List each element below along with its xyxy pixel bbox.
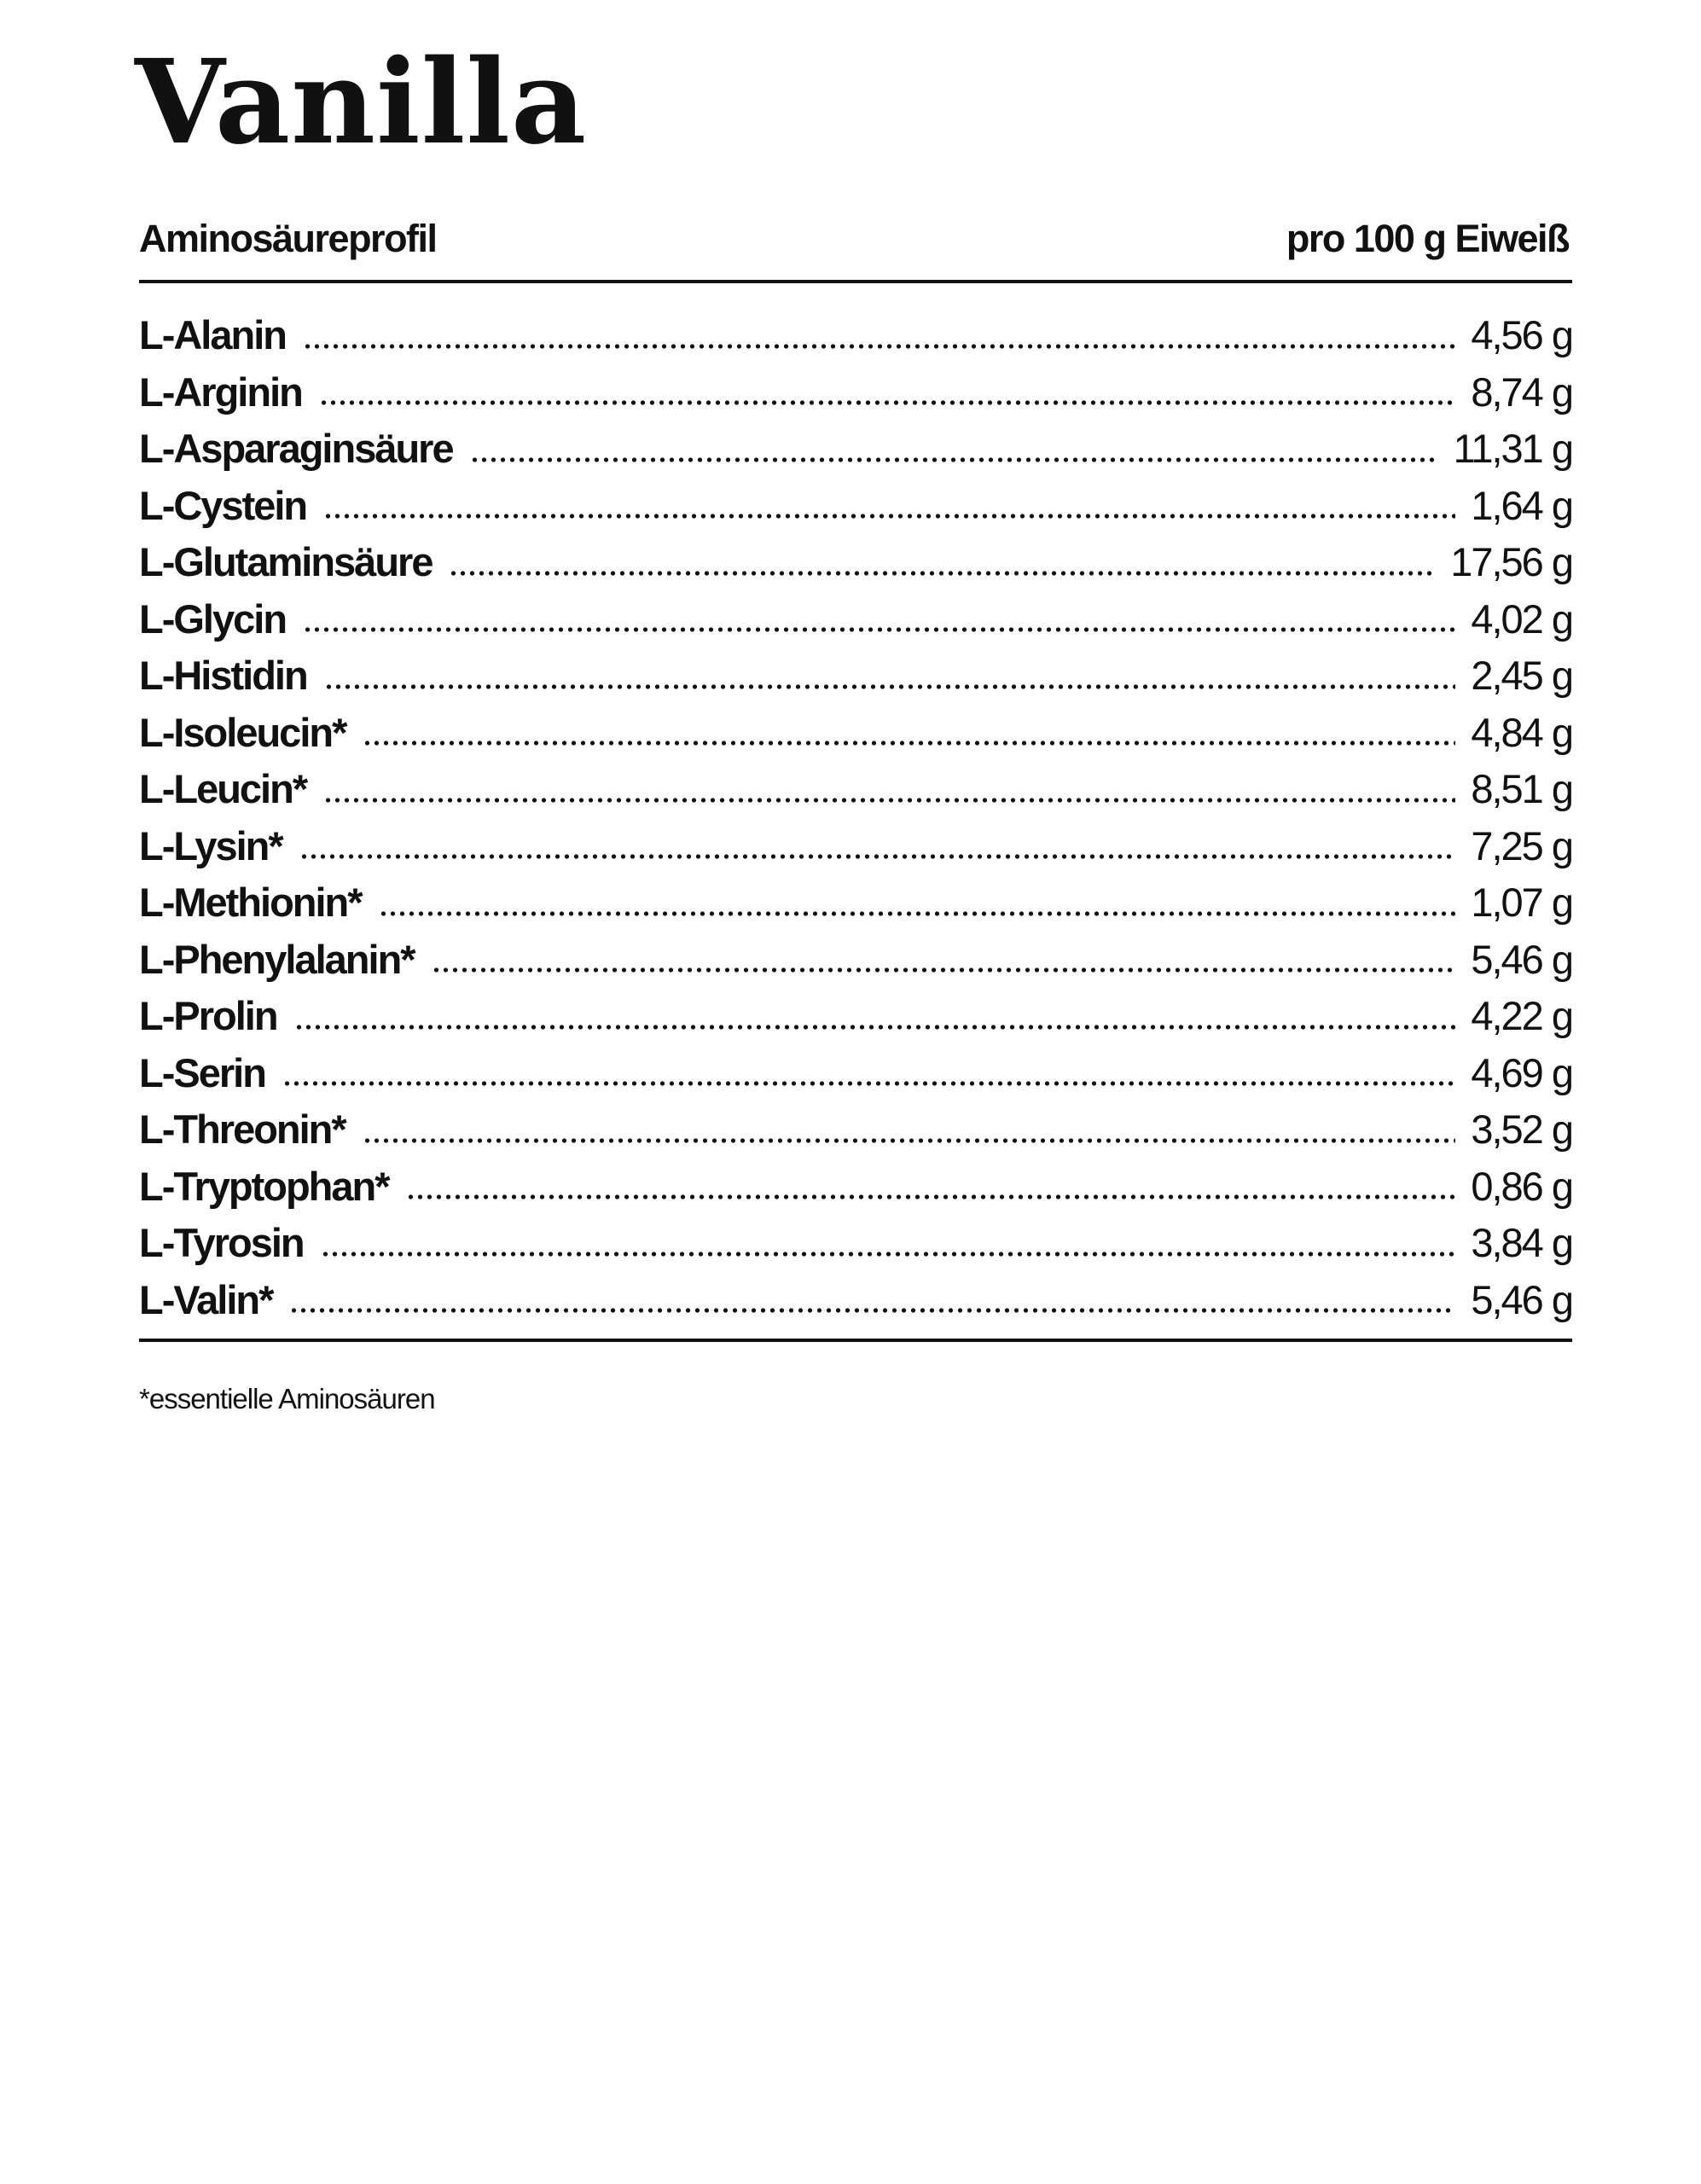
- table-row: [139, 705, 1572, 762]
- dot-leader: [294, 1021, 1456, 1033]
- amino-acid-name: L-Prolin: [139, 993, 277, 1038]
- dot-leader: [303, 624, 1455, 636]
- dot-leader: [363, 1135, 1456, 1147]
- table-row: [139, 932, 1572, 989]
- amino-acid-value: 5,46 g: [1471, 936, 1572, 982]
- table-row: [139, 364, 1572, 421]
- amino-acid-name: L-Tryptophan*: [139, 1163, 389, 1209]
- amino-acid-name: L-Serin: [139, 1049, 265, 1095]
- amino-acid-value: 4,02 g: [1471, 595, 1572, 642]
- amino-acid-name: L-Arginin: [139, 369, 302, 415]
- footnote: *essentielle Aminosäuren: [139, 1383, 435, 1414]
- amino-acid-table: [139, 203, 1572, 1342]
- amino-acid-name: L-Threonin*: [139, 1107, 345, 1152]
- amino-acid-name: L-Isoleucin*: [139, 709, 346, 755]
- table-row: [139, 534, 1572, 591]
- table-row: [139, 478, 1572, 535]
- dot-leader: [303, 340, 1455, 352]
- table-row: [139, 1215, 1572, 1272]
- table-row: [139, 1159, 1572, 1216]
- amino-acid-name: L-Asparaginsäure: [139, 426, 453, 471]
- amino-acid-name: L-Histidin: [139, 653, 307, 698]
- amino-acid-value: 8,74 g: [1471, 369, 1572, 415]
- table-row: [139, 307, 1572, 364]
- amino-acid-name: L-Cystein: [139, 482, 307, 528]
- dot-leader: [324, 681, 1456, 693]
- amino-acid-value: 4,56 g: [1471, 312, 1572, 357]
- dot-leader: [379, 908, 1456, 920]
- amino-acid-value: 3,84 g: [1471, 1220, 1572, 1265]
- amino-acid-value: 1,64 g: [1471, 482, 1572, 528]
- dot-leader: [363, 737, 1455, 749]
- amino-acid-name: L-Lysin*: [139, 822, 282, 868]
- table-row: [139, 1101, 1572, 1159]
- amino-acid-name: L-Glutaminsäure: [139, 539, 433, 584]
- amino-acid-name: L-Glycin: [139, 595, 287, 642]
- amino-acid-name: L-Leucin*: [139, 766, 307, 811]
- table-row: [139, 421, 1572, 478]
- amino-acid-value: 4,84 g: [1471, 709, 1572, 755]
- amino-acid-name: L-Alanin: [139, 312, 286, 357]
- table-row: [139, 761, 1572, 818]
- dot-leader: [406, 1191, 1456, 1203]
- dot-leader: [299, 851, 1456, 863]
- amino-acid-value: 2,45 g: [1471, 653, 1572, 698]
- table-body: [139, 283, 1572, 1342]
- amino-acid-value: 7,25 g: [1471, 822, 1572, 868]
- table-header-unit: pro 100 g Eiweiß: [1286, 217, 1569, 260]
- dot-leader: [470, 454, 1438, 466]
- amino-acid-name: L-Valin*: [139, 1276, 273, 1322]
- table-row: [139, 874, 1572, 932]
- amino-acid-value: 4,22 g: [1471, 993, 1572, 1038]
- dot-leader: [319, 397, 1455, 409]
- table-row: [139, 818, 1572, 875]
- table-header-label: Aminosäureprofil: [139, 217, 437, 260]
- table-row: [139, 988, 1572, 1045]
- amino-acid-name: L-Phenylalanin*: [139, 936, 415, 982]
- dot-leader: [323, 510, 1455, 522]
- dot-leader: [432, 964, 1456, 976]
- amino-acid-value: 4,69 g: [1471, 1049, 1572, 1095]
- dot-leader: [282, 1077, 1455, 1089]
- amino-acid-value: 17,56 g: [1450, 539, 1572, 584]
- table-row: [139, 648, 1572, 705]
- amino-acid-value: 11,31 g: [1453, 426, 1572, 471]
- page-title: Vanilla: [135, 34, 588, 171]
- dot-leader: [289, 1304, 1455, 1316]
- table-row: [139, 1045, 1572, 1102]
- amino-acid-name: L-Methionin*: [139, 880, 362, 925]
- amino-acid-value: 1,07 g: [1471, 880, 1572, 925]
- amino-acid-value: 5,46 g: [1471, 1276, 1572, 1322]
- amino-acid-value: 3,52 g: [1471, 1107, 1572, 1152]
- amino-acid-value: 0,86 g: [1471, 1163, 1572, 1209]
- dot-leader: [323, 794, 1455, 806]
- table-row: [139, 591, 1572, 648]
- amino-acid-name: L-Tyrosin: [139, 1220, 304, 1265]
- dot-leader: [449, 567, 1435, 579]
- table-header: [139, 203, 1572, 283]
- dot-leader: [321, 1248, 1456, 1260]
- table-row: [139, 1272, 1572, 1329]
- amino-acid-value: 8,51 g: [1471, 766, 1572, 811]
